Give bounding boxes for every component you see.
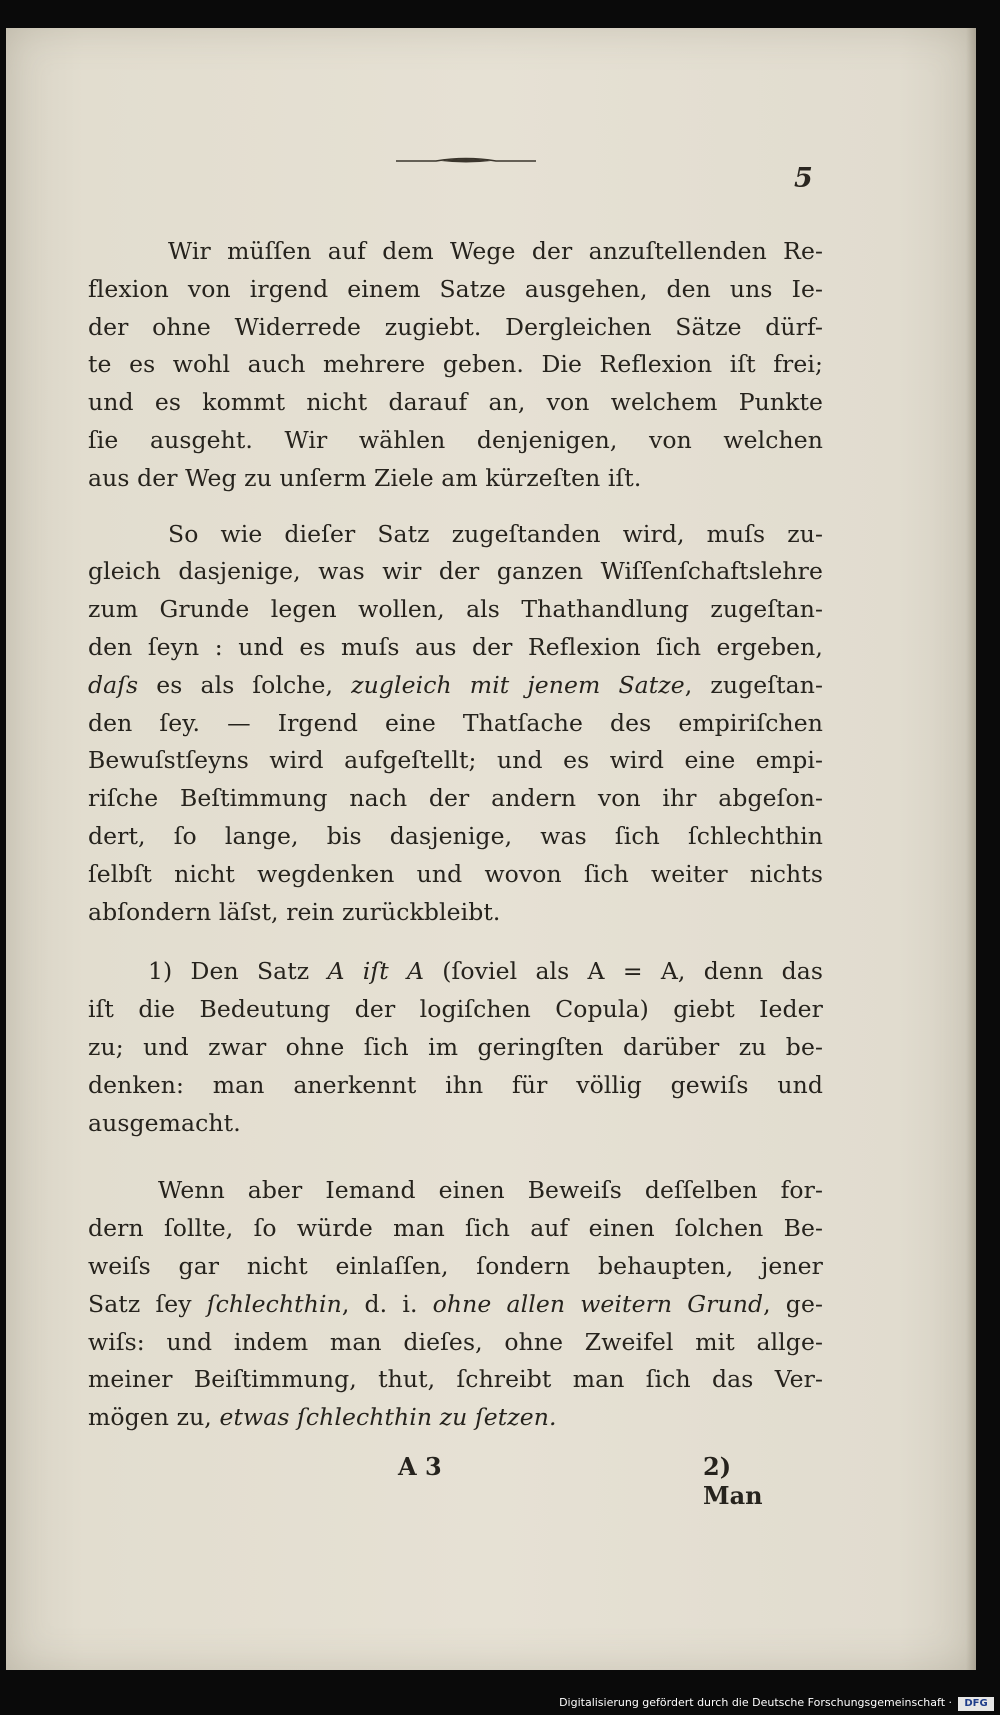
page-footer xyxy=(88,1452,788,1510)
text-line: zum Grunde legen wollen, als Thathandlung zugeſtan- xyxy=(88,595,823,624)
paragraph-1 xyxy=(88,233,823,498)
paragraph-3 xyxy=(88,953,823,1142)
text-segment: , zugeſtan- xyxy=(684,670,823,699)
text-line: flexion von irgend einem Satze ausgehen, den uns Ie- xyxy=(88,274,823,303)
text-line: weiſs gar nicht einlaſſen, ſondern behaupten, jener xyxy=(88,1251,823,1280)
italic-text: ſchlechthin xyxy=(206,1289,342,1318)
text-segment: Satz ſey xyxy=(88,1289,207,1318)
text-line-mixed xyxy=(88,953,823,991)
text-segment: , d. i. xyxy=(341,1289,433,1318)
signature-mark: A 3 xyxy=(398,1452,442,1481)
ornamental-head-rule xyxy=(396,156,536,166)
text-line: So wie dieſer Satz zugeſtanden wird, muſs zu- xyxy=(168,519,823,548)
text-line: riſche Beſtimmung nach der andern von ihr abgeſon- xyxy=(88,784,823,813)
text-line: dern ſollte, ſo würde man ſich auf einen ſolchen Be- xyxy=(88,1214,823,1243)
digitization-credit: Digitalisierung gefördert durch die Deutsche Forschungsgemeinschaft · xyxy=(559,1696,952,1709)
text-line: ſie ausgeht. Wir wählen denjenigen, von welchen xyxy=(88,425,823,454)
dfg-logo: DFG xyxy=(958,1697,994,1711)
text-line-mixed xyxy=(88,667,823,705)
text-line: abſondern läſst, rein zurückbleibt. xyxy=(88,897,501,926)
text-segment: mögen zu, xyxy=(88,1403,220,1432)
text-line: den ſey. — Irgend eine Thatſache des empiriſchen xyxy=(88,708,823,737)
text-line: gleich dasjenige, was wir der ganzen Wiſſenſchaftslehre xyxy=(88,557,823,586)
text-line: Wenn aber Iemand einen Beweiſs deſſelben for- xyxy=(158,1176,823,1205)
text-segment: , ge- xyxy=(763,1289,823,1318)
text-line-mixed xyxy=(88,1399,823,1437)
text-line-mixed xyxy=(88,1286,823,1324)
page-number: 5 xyxy=(794,163,813,194)
main-text xyxy=(88,233,823,1437)
italic-text: daſs xyxy=(88,670,139,699)
text-line: Wir müſſen auf dem Wege der anzuſtellenden Re- xyxy=(168,237,823,265)
text-line: wiſs: und indem man dieſes, ohne Zweifel mit allge- xyxy=(88,1327,823,1356)
text-line: den ſeyn : und es muſs aus der Reflexion ſich ergeben, xyxy=(88,632,823,661)
text-segment: (ſoviel als A = A, denn das xyxy=(424,957,823,986)
text-line: ſelbſt nicht wegdenken und wovon ſich weiter nichts xyxy=(88,859,823,888)
text-line: Bewuſstſeyns wird aufgeſtellt; und es wird eine empi- xyxy=(88,746,823,775)
page-edge-shadow xyxy=(966,28,976,1670)
text-line: zu; und zwar ohne ſich im geringſten darüber zu be- xyxy=(88,1032,823,1061)
italic-text: zugleich mit jenem Satze xyxy=(351,670,685,699)
catchword: 2) Man xyxy=(703,1452,763,1510)
text-line: iſt die Bedeutung der logiſchen Copula) giebt Ieder xyxy=(88,995,823,1024)
book-page xyxy=(6,28,976,1670)
text-segment: 1) Den Satz xyxy=(148,957,328,986)
text-line: und es kommt nicht darauf an, von welchem Punkte xyxy=(88,388,823,417)
italic-text: ohne allen weitern Grund xyxy=(432,1289,764,1318)
text-line: ausgemacht. xyxy=(88,1108,241,1137)
text-line: meiner Beiſtimmung, thut, ſchreibt man ſich das Ver- xyxy=(88,1365,823,1394)
italic-text: A iſt A xyxy=(327,957,425,986)
text-line: dert, ſo lange, bis dasjenige, was ſich ſchlechthin xyxy=(88,821,823,850)
text-line: te es wohl auch mehrere geben. Die Reflexion iſt frei; xyxy=(88,350,823,379)
paragraph-4 xyxy=(88,1172,823,1437)
text-line: der ohne Widerrede zugiebt. Dergleichen Sätze dürf- xyxy=(88,312,823,341)
text-segment: es als ſolche, xyxy=(138,670,352,699)
text-line: aus der Weg zu unſerm Ziele am kürzeſten iſt. xyxy=(88,463,642,492)
italic-text: etwas ſchlechthin zu ſetzen. xyxy=(219,1403,557,1432)
text-line: denken: man anerkennt ihn für völlig gewiſs und xyxy=(88,1070,823,1099)
paragraph-2 xyxy=(88,516,823,932)
